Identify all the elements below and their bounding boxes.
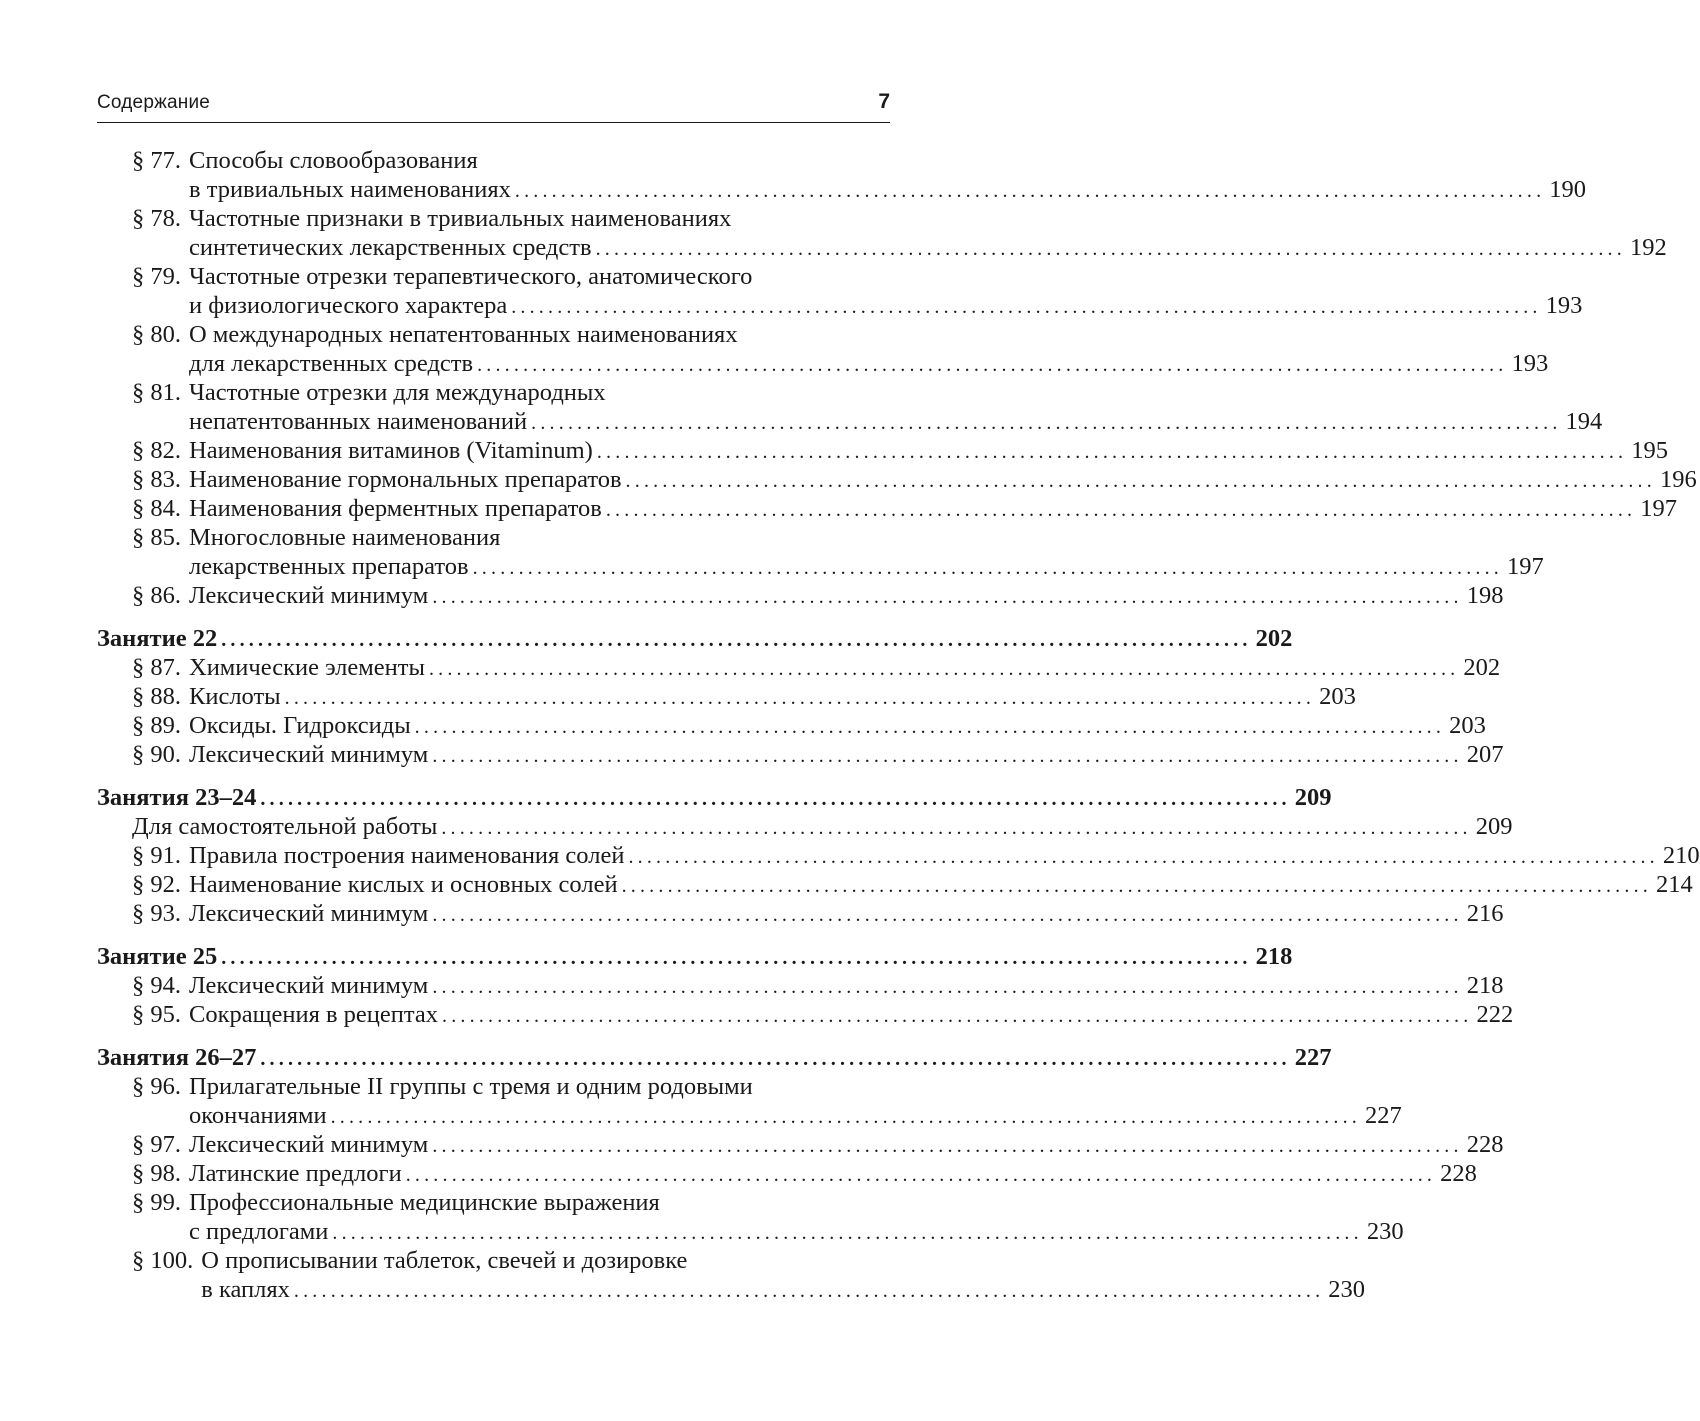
toc-entry-90[interactable] — [97, 740, 1504, 769]
toc-entry-96[interactable] — [97, 1072, 1402, 1130]
entry-title: О международных непатентованных наименованиях — [189, 321, 738, 348]
entry-page: 222 — [1476, 1001, 1514, 1028]
dot-leader: ................................................................................................................ — [260, 788, 1291, 810]
entry-title: Профессиональные медицинские выражения — [189, 1189, 660, 1216]
section-number: § 77. — [132, 147, 181, 174]
dot-leader: ................................................................................................................ — [441, 817, 1472, 839]
toc-entry-95[interactable] — [97, 1000, 1514, 1029]
dot-leader: ................................................................................................................ — [596, 441, 1628, 463]
section-heading[interactable] — [97, 1043, 1332, 1072]
toc-entry-87[interactable] — [97, 653, 1501, 682]
heading-page: 218 — [1255, 943, 1293, 970]
entry-title: Наименование гормональных препаратов — [189, 466, 622, 493]
toc-entry-91[interactable] — [97, 841, 1700, 870]
entry-page: 194 — [1565, 408, 1603, 435]
toc-entry-88[interactable] — [97, 682, 1356, 711]
section-number: § 84. — [132, 495, 181, 522]
dot-leader: ................................................................................................................ — [472, 557, 1504, 579]
section-number: § 78. — [132, 205, 181, 232]
dot-leader: ................................................................................................................ — [595, 238, 1626, 260]
dot-leader: ................................................................................................................ — [293, 1280, 1325, 1302]
dot-leader: ................................................................................................................ — [330, 1106, 1361, 1128]
section-number: § 80. — [132, 321, 181, 348]
section-number: § 94. — [132, 972, 181, 999]
toc-entry-92[interactable] — [97, 870, 1693, 899]
section-number: § 96. — [132, 1073, 181, 1100]
entry-page: 190 — [1549, 176, 1587, 203]
toc-group-intro — [97, 146, 1697, 610]
entry-title-cont: и физиологического характера — [189, 292, 508, 319]
entry-page: 193 — [1545, 292, 1583, 319]
entry-page: 195 — [1631, 437, 1668, 464]
toc-entry-80[interactable] — [97, 320, 1549, 378]
section-number: § 97. — [132, 1131, 181, 1158]
toc-entry-93[interactable] — [97, 899, 1504, 928]
section-number: § 88. — [132, 683, 181, 710]
toc-group-lesson-23-24 — [97, 783, 1700, 928]
entry-title: Наименование кислых и основных солей — [189, 871, 618, 898]
entry-title: Лексический минимум — [189, 741, 429, 768]
dot-leader: ................................................................................................................ — [511, 296, 1542, 318]
toc-group-lesson-26-27 — [97, 1043, 1504, 1304]
entry-title: Многословные наименования — [189, 524, 501, 551]
entry-page: 197 — [1507, 553, 1544, 580]
toc-group-lesson-25 — [97, 942, 1514, 1029]
heading-page: 227 — [1294, 1044, 1332, 1071]
section-number: § 82. — [132, 437, 181, 464]
dot-leader: ................................................................................................................ — [432, 745, 1463, 767]
entry-page: 203 — [1319, 683, 1356, 710]
entry-title: Частотные отрезки для международных — [189, 379, 606, 406]
entry-page: 196 — [1659, 466, 1697, 493]
section-number: § 79. — [132, 263, 181, 290]
heading-title: Занятия 23–24 — [97, 784, 257, 811]
dot-leader: ................................................................................................................ — [432, 1135, 1463, 1157]
entry-title: Кислоты — [189, 683, 281, 710]
section-number: § 99. — [132, 1189, 181, 1216]
heading-title: Занятие 22 — [97, 625, 218, 652]
entry-page: 228 — [1440, 1160, 1477, 1187]
section-number: § 85. — [132, 524, 181, 551]
toc-entry-self-study[interactable] — [97, 812, 1513, 841]
heading-title: Занятие 25 — [97, 943, 218, 970]
entry-title-cont: непатентованных наименований — [189, 408, 528, 435]
toc-entry-99[interactable] — [97, 1188, 1404, 1246]
entry-title-cont: в каплях — [201, 1276, 290, 1303]
dot-leader: ................................................................................................................ — [432, 976, 1463, 998]
entry-title: Наименования витаминов (Vitaminum) — [189, 437, 593, 464]
entry-page: 197 — [1640, 495, 1677, 522]
section-number: § 90. — [132, 741, 181, 768]
dot-leader: ................................................................................................................ — [414, 716, 1446, 738]
entry-title: Прилагательные II группы с тремя и одним родовыми — [189, 1073, 753, 1100]
dot-leader: ................................................................................................................ — [514, 180, 1546, 202]
page-number: 7 — [878, 90, 890, 113]
dot-leader: ................................................................................................................ — [628, 846, 1659, 868]
entry-page: 218 — [1466, 972, 1504, 999]
dot-leader: ................................................................................................................ — [428, 658, 1460, 680]
section-number: § 87. — [132, 654, 181, 681]
dot-leader: ................................................................................................................ — [442, 1005, 1473, 1027]
toc-group-lesson-22 — [97, 624, 1504, 769]
entry-title-cont: синтетических лекарственных средств — [189, 234, 592, 261]
heading-page: 202 — [1255, 625, 1293, 652]
section-heading[interactable] — [97, 942, 1293, 971]
dot-leader: ................................................................................................................ — [621, 875, 1652, 897]
dot-leader: ................................................................................................................ — [605, 499, 1637, 521]
entry-page: 209 — [1475, 813, 1513, 840]
table-of-contents — [97, 146, 1700, 1304]
toc-entry-97[interactable] — [97, 1130, 1504, 1159]
entry-page: 230 — [1328, 1276, 1366, 1303]
entry-title: Латинские предлоги — [189, 1160, 402, 1187]
toc-entry-85[interactable] — [97, 523, 1544, 581]
toc-entry-78[interactable] — [97, 204, 1667, 262]
heading-title: Занятия 26–27 — [97, 1044, 257, 1071]
toc-entry-83[interactable] — [97, 465, 1697, 494]
dot-leader: ................................................................................................................ — [625, 470, 1656, 492]
entry-page: 210 — [1662, 842, 1700, 869]
toc-entry-86[interactable] — [97, 581, 1504, 610]
entry-page: 198 — [1466, 582, 1504, 609]
entry-page: 216 — [1466, 900, 1504, 927]
section-number: § 98. — [132, 1160, 181, 1187]
entry-title: Химические элементы — [189, 654, 425, 681]
entry-page: 228 — [1466, 1131, 1504, 1158]
entry-title: Наименования ферментных препаратов — [189, 495, 602, 522]
toc-entry-82[interactable] — [97, 436, 1668, 465]
section-number: § 95. — [132, 1001, 181, 1028]
section-number: § 86. — [132, 582, 181, 609]
entry-title-cont: в тривиальных наименованиях — [189, 176, 511, 203]
section-heading[interactable] — [97, 783, 1332, 812]
entry-title: Лексический минимум — [189, 1131, 429, 1158]
entry-title: Частотные отрезки терапевтического, анатомического — [189, 263, 753, 290]
toc-entry-98[interactable] — [97, 1159, 1477, 1188]
entry-title-cont: окончаниями — [189, 1102, 327, 1129]
dot-leader: ................................................................................................................ — [221, 629, 1252, 651]
dot-leader: ................................................................................................................ — [260, 1048, 1291, 1070]
toc-entry-94[interactable] — [97, 971, 1504, 1000]
entry-title-cont: с предлогами — [189, 1218, 329, 1245]
dot-leader: ................................................................................................................ — [332, 1222, 1363, 1244]
dot-leader: ................................................................................................................ — [405, 1164, 1437, 1186]
entry-title-cont: для лекарственных средств — [189, 350, 474, 377]
section-number: § 89. — [132, 712, 181, 739]
section-number: § 83. — [132, 466, 181, 493]
entry-page: 192 — [1629, 234, 1667, 261]
section-number: § 93. — [132, 900, 181, 927]
section-number: § 91. — [132, 842, 181, 869]
dot-leader: ................................................................................................................ — [284, 687, 1316, 709]
dot-leader: ................................................................................................................ — [432, 904, 1463, 926]
running-header — [97, 90, 890, 123]
entry-title: О прописывании таблеток, свечей и дозировке — [201, 1247, 688, 1274]
toc-entry-81[interactable] — [97, 378, 1603, 436]
toc-entry-79[interactable] — [97, 262, 1583, 320]
dot-leader: ................................................................................................................ — [477, 354, 1508, 376]
entry-page: 207 — [1466, 741, 1504, 768]
section-number: § 100. — [132, 1247, 194, 1274]
toc-entry-100[interactable] — [97, 1246, 1366, 1304]
entry-title: Лексический минимум — [189, 900, 429, 927]
entry-title: Правила построения наименования солей — [189, 842, 625, 869]
entry-title: Сокращения в рецептах — [189, 1001, 439, 1028]
entry-title: Лексический минимум — [189, 972, 429, 999]
entry-title: Оксиды. Гидроксиды — [189, 712, 411, 739]
entry-title: Лексический минимум — [189, 582, 429, 609]
entry-page: 230 — [1366, 1218, 1404, 1245]
entry-title: Способы словообразования — [189, 147, 478, 174]
entry-title: Частотные признаки в тривиальных наименованиях — [189, 205, 732, 232]
dot-leader: ................................................................................................................ — [221, 947, 1252, 969]
section-number: § 81. — [132, 379, 181, 406]
entry-page: 203 — [1449, 712, 1486, 739]
toc-entry-77[interactable] — [97, 146, 1587, 204]
heading-page: 209 — [1294, 784, 1332, 811]
dot-leader: ................................................................................................................ — [531, 412, 1562, 434]
entry-page: 193 — [1511, 350, 1549, 377]
entry-page: 202 — [1463, 654, 1501, 681]
header-title: Содержание — [97, 92, 211, 113]
toc-entry-89[interactable] — [97, 711, 1486, 740]
entry-page: 214 — [1655, 871, 1693, 898]
toc-entry-84[interactable] — [97, 494, 1677, 523]
entry-title-cont: лекарственных препаратов — [189, 553, 469, 580]
entry-title: Для самостоятельной работы — [132, 813, 438, 840]
dot-leader: ................................................................................................................ — [432, 586, 1463, 608]
entry-page: 227 — [1364, 1102, 1402, 1129]
section-number: § 92. — [132, 871, 181, 898]
section-heading[interactable] — [97, 624, 1293, 653]
